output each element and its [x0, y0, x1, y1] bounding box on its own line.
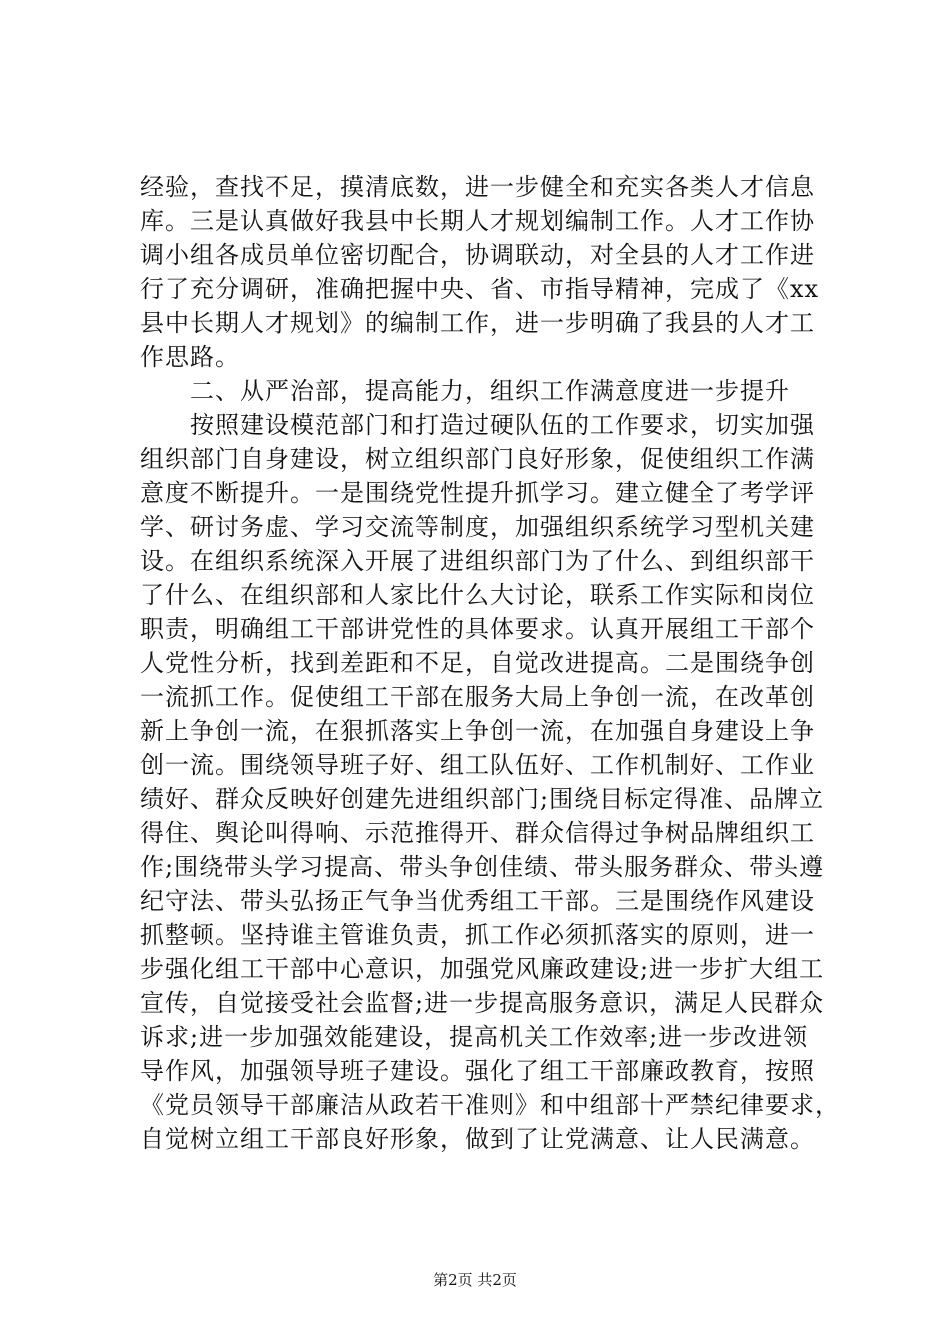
text-line: 得住、舆论叫得响、示范推得开、群众信得过争树品牌组织工 [140, 819, 815, 847]
text-line: 宣传，自觉接受社会监督;进一步提高服务意识，满足人民群众 [140, 989, 825, 1017]
text-line: 步强化组工干部中心意识，加强党风廉政建设;进一步扩大组工 [140, 955, 825, 983]
text-line: 诉求;进一步加强效能建设，提高机关工作效率;进一步改进领 [140, 1023, 809, 1051]
text-line: 新上争创一流，在狠抓落实上争创一流，在加强自身建设上争 [140, 717, 815, 745]
text-line: 设。在组织系统深入开展了进组织部门为了什么、到组织部干 [140, 547, 815, 575]
text-line: 抓整顿。坚持谁主管谁负责，抓工作必须抓落实的原则，进一 [140, 921, 815, 949]
text-line: 《党员领导干部廉洁从政若干准则》和中组部十严禁纪律要求， [140, 1091, 840, 1119]
text-line: 意度不断提升。一是围绕党性提升抓学习。建立健全了考学评 [140, 479, 815, 507]
text-line: 了什么、在组织部和人家比什么大讨论，联系工作实际和岗位 [140, 581, 815, 609]
text-line: 作;围绕带头学习提高、带头争创佳绩、带头服务群众、带头遵 [140, 853, 825, 881]
text-line: 组织部门自身建设，树立组织部门良好形象，促使组织工作满 [140, 445, 815, 473]
text-line: 创一流。围绕领导班子好、组工队伍好、工作机制好、工作业 [140, 751, 815, 779]
text-line: 职责，明确组工干部讲党性的具体要求。认真开展组工干部个 [140, 615, 815, 643]
text-line: 县中长期人才规划》的编制工作，进一步明确了我县的人才工 [140, 309, 815, 337]
text-line: 学、研讨务虚、学习交流等制度，加强组织系统学习型机关建 [140, 513, 815, 541]
text-line: 绩好、群众反映好创建先进组织部门;围绕目标定得准、品牌立 [140, 785, 825, 813]
text-line: 一流抓工作。促使组工干部在服务大局上争创一流，在改革创 [140, 683, 815, 711]
text-line: 行了充分调研，准确把握中央、省、市指导精神，完成了《xx [140, 275, 820, 303]
text-line: 纪守法、带头弘扬正气争当优秀组工干部。三是围绕作风建设 [140, 887, 815, 915]
document-body [140, 170, 860, 1156]
text-line: 库。三是认真做好我县中长期人才规划编制工作。人才工作协 [140, 207, 815, 235]
text-line: 导作风，加强领导班子建设。强化了组工干部廉政教育，按照 [140, 1057, 815, 1085]
text-line: 作思路。 [140, 343, 240, 371]
text-line: 调小组各成员单位密切配合，协调联动，对全县的人才工作进 [140, 241, 815, 269]
section-heading: 二、从严治部，提高能力，组织工作满意度进一步提升 [140, 377, 790, 405]
text-line: 按照建设模范部门和打造过硬队伍的工作要求，切实加强 [140, 411, 815, 439]
text-line: 经验，查找不足，摸清底数，进一步健全和充实各类人才信息 [140, 173, 815, 201]
page-number-footer: 第2页 共2页 [433, 1271, 517, 1289]
text-line: 人党性分析，找到差距和不足，自觉改进提高。二是围绕争创 [140, 649, 815, 677]
text-line: 自觉树立组工干部良好形象，做到了让党满意、让人民满意。 [140, 1125, 815, 1153]
